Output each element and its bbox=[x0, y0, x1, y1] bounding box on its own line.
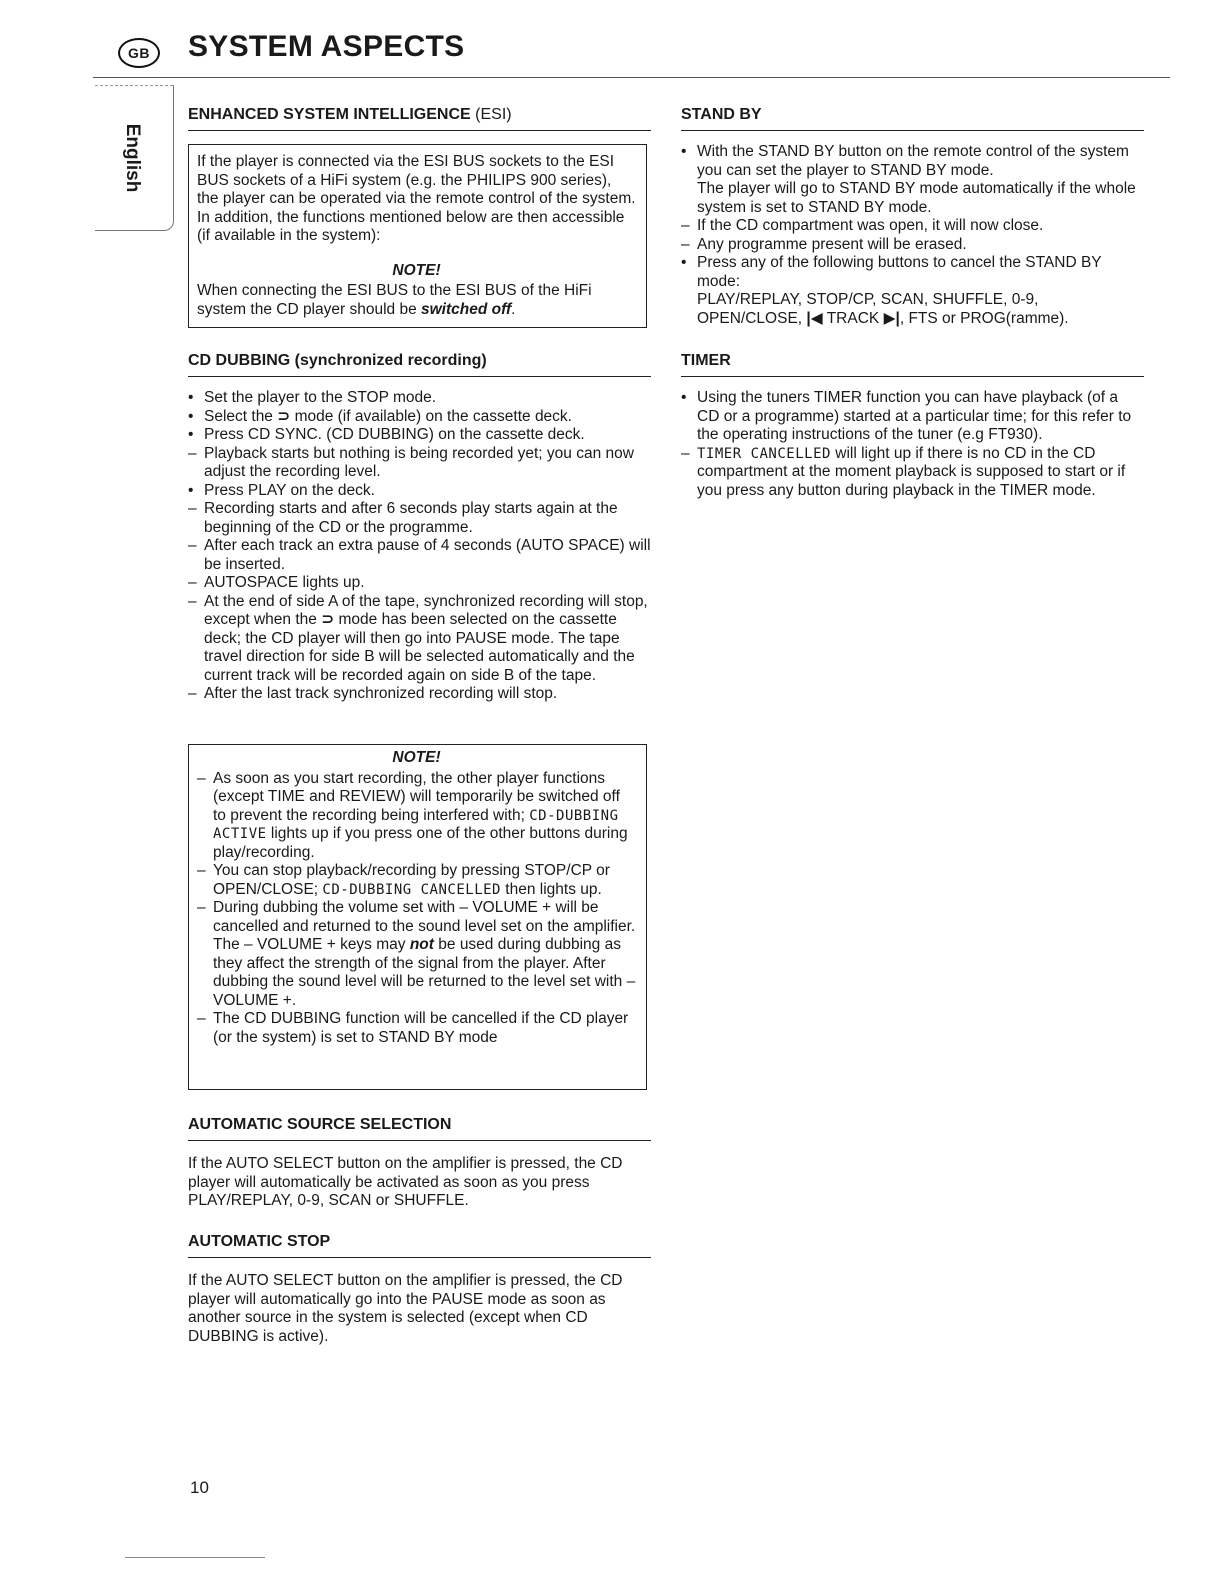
page-title: SYSTEM ASPECTS bbox=[188, 30, 465, 63]
auto-source-heading: AUTOMATIC SOURCE SELECTION bbox=[188, 1116, 651, 1141]
dubbing-note-title: NOTE! bbox=[392, 749, 441, 766]
dash-marker bbox=[188, 537, 197, 556]
auto-source-text: If the AUTO SELECT button on the amplifier is pressed, the CD player will automatically be activated as soon as you press PLAY/REPLAY, 0-9, SCAN or SHUFFLE. bbox=[188, 1155, 623, 1209]
dash-marker bbox=[681, 445, 690, 464]
list-item bbox=[681, 389, 1144, 445]
list-item-text: Playback starts but nothing is being recorded yet; you can now adjust the recording level. bbox=[204, 444, 634, 480]
list-item-text-after: will light up if there is no CD in the CD compartment at the moment playback is supposed to start or if you press any button during playback in the TIMER mode. bbox=[697, 444, 1126, 499]
note-text: During dubbing the volume set with – VOLUME + will be cancelled and returned to the sound level set on the amplifier. bbox=[213, 899, 636, 935]
note-text-b: The – VOLUME + keys may bbox=[213, 936, 406, 953]
list-item-text: Any programme present will be erased. bbox=[697, 235, 967, 253]
lcd-display-text: CD-DUBBING CANCELLED bbox=[322, 881, 501, 898]
bullet-marker bbox=[188, 408, 193, 427]
list-item-text-after: , FTS or PROG(ramme). bbox=[899, 309, 1069, 327]
esi-heading-main: ENHANCED SYSTEM INTELLIGENCE bbox=[188, 106, 471, 123]
esi-note-title: NOTE! bbox=[392, 261, 441, 279]
list-item-text: If the CD compartment was open, it will now close. bbox=[697, 217, 1044, 234]
list-item-text: Press any of the following buttons to cancel the STAND BY mode: bbox=[697, 254, 1102, 290]
list-item bbox=[681, 445, 1144, 501]
list-item-text-b: PLAY/REPLAY, STOP/CP, SCAN, SHUFFLE, 0-9, OPEN/CLOSE, bbox=[697, 291, 1039, 327]
list-item bbox=[681, 254, 1144, 328]
dash-marker bbox=[188, 500, 197, 519]
note-text-after: lights up if you press one of the other buttons during play/recording. bbox=[213, 825, 628, 861]
header-divider bbox=[93, 77, 1170, 78]
list-item bbox=[681, 217, 1144, 236]
esi-note-body: When connecting the ESI BUS to the ESI BUS of the HiFi system the CD player should be bbox=[197, 282, 592, 318]
bullet-marker bbox=[681, 143, 686, 162]
list-item-text: Using the tuners TIMER function you can have playback (of a CD or a programme) started at a particular time; for this refer to the operating instructions of the tuner (e.g FT930). bbox=[697, 389, 1132, 443]
dash-marker bbox=[681, 236, 690, 255]
note-text-after: then lights up. bbox=[505, 880, 602, 898]
esi-section bbox=[188, 106, 651, 131]
note-text: The CD DUBBING function will be cancelled if the CD player (or the system) is set to STAND BY mode bbox=[213, 1010, 629, 1046]
esi-note-text bbox=[197, 282, 636, 319]
esi-note-emphasis: switched off bbox=[421, 300, 512, 318]
list-item-text: After each track an extra pause of 4 seconds (AUTO SPACE) will be inserted. bbox=[204, 537, 651, 573]
dash-marker bbox=[188, 685, 197, 704]
list-item bbox=[188, 389, 651, 408]
list-item bbox=[188, 537, 651, 574]
dubbing-note-box bbox=[188, 744, 647, 1090]
standby-list bbox=[681, 143, 1144, 328]
page-number: 10 bbox=[190, 1478, 209, 1497]
track-label: TRACK bbox=[826, 309, 880, 327]
timer-list bbox=[681, 389, 1144, 500]
list-item bbox=[197, 770, 636, 863]
lcd-display-text: CD-DUBBING ACTIVE bbox=[213, 807, 619, 842]
list-item bbox=[197, 862, 636, 899]
dash-marker bbox=[197, 770, 206, 789]
list-item-text: With the STAND BY button on the remote control of the system you can set the player to STAND BY mode. bbox=[697, 143, 1129, 179]
dash-marker bbox=[681, 217, 690, 236]
esi-note-end: . bbox=[511, 300, 516, 318]
bullet-marker bbox=[188, 426, 193, 445]
list-item-text: Recording starts and after 6 seconds play starts again at the beginning of the CD or the programme. bbox=[204, 500, 618, 536]
note-text: You can stop playback/recording by pressing STOP/CP or OPEN/CLOSE; bbox=[213, 862, 610, 898]
language-badge-label: GB bbox=[128, 45, 150, 61]
timer-heading: TIMER bbox=[681, 352, 1144, 377]
bullet-marker bbox=[188, 389, 193, 408]
reverse-mode-icon: ⊃ bbox=[321, 611, 335, 628]
esi-intro-text: If the player is connected via the ESI BUS sockets to the ESI BUS sockets of a HiFi system (e.g. the PHILIPS 900 series), the player can be operated via the remote control of the system. In addition, the functions mentioned below are then accessible (if available in the system): bbox=[197, 153, 636, 244]
list-item bbox=[188, 445, 651, 482]
list-item-text-after: mode has been selected on the cassette deck; the CD player will then go into PAUSE mode. The tape travel direction for side B will be selected automatically and the current track will be recorded again on side B of the tape. bbox=[204, 611, 635, 684]
list-item bbox=[188, 408, 651, 427]
dash-marker bbox=[197, 899, 206, 918]
list-item-text: Set the player to the STOP mode. bbox=[204, 389, 437, 406]
note-text: As soon as you start recording, the other player functions (except TIME and REVIEW) will temporarily be switched off to prevent the recording being interfered with; bbox=[213, 769, 620, 824]
dubbing-heading: CD DUBBING (synchronized recording) bbox=[188, 352, 651, 377]
list-item-text-b: The player will go to STAND BY mode automatically if the whole system is set to STAND BY mode. bbox=[697, 180, 1136, 216]
auto-stop-section bbox=[188, 1233, 651, 1346]
list-item-text: At the end of side A of the tape, synchronized recording will stop, except when the bbox=[204, 592, 648, 628]
list-item bbox=[197, 899, 636, 1010]
list-item-text: AUTOSPACE lights up. bbox=[204, 574, 365, 591]
list-item-text: After the last track synchronized recording will stop. bbox=[204, 685, 558, 702]
footer-divider bbox=[125, 1557, 265, 1558]
auto-stop-text: If the AUTO SELECT button on the amplifier is pressed, the CD player will automatically go into the PAUSE mode as soon as another source in the system is selected (except when CD DUBBING is active). bbox=[188, 1272, 623, 1345]
esi-heading-suffix: (ESI) bbox=[475, 106, 512, 123]
bullet-marker bbox=[188, 482, 193, 501]
dash-marker bbox=[197, 862, 206, 881]
reverse-mode-icon: ⊃ bbox=[277, 407, 291, 425]
skip-next-icon: ▶| bbox=[883, 309, 900, 327]
list-item bbox=[197, 1010, 636, 1047]
dash-marker bbox=[188, 593, 197, 612]
list-item bbox=[681, 236, 1144, 255]
note-emphasis: not bbox=[409, 936, 434, 953]
list-item-text: Press CD SYNC. (CD DUBBING) on the cassette deck. bbox=[204, 426, 585, 443]
list-item-text: Select the bbox=[204, 407, 273, 425]
auto-stop-heading: AUTOMATIC STOP bbox=[188, 1233, 651, 1258]
list-item-text-after: mode (if available) on the cassette deck. bbox=[294, 407, 572, 425]
dubbing-steps-list bbox=[188, 389, 651, 704]
auto-source-section bbox=[188, 1116, 651, 1211]
lcd-display-text: TIMER CANCELLED bbox=[697, 445, 831, 462]
list-item-text: Press PLAY on the deck. bbox=[204, 481, 375, 499]
esi-info-box bbox=[188, 144, 647, 328]
skip-previous-icon: |◀ bbox=[806, 309, 823, 327]
list-item bbox=[188, 500, 651, 537]
language-side-tab-label: English bbox=[122, 123, 143, 193]
list-item bbox=[188, 482, 651, 501]
list-item bbox=[188, 593, 651, 686]
dubbing-section bbox=[188, 352, 651, 704]
timer-section bbox=[681, 352, 1144, 500]
list-item bbox=[188, 574, 651, 593]
bullet-marker bbox=[681, 389, 686, 408]
standby-heading: STAND BY bbox=[681, 106, 1144, 131]
standby-section bbox=[681, 106, 1144, 328]
dubbing-note-list bbox=[197, 770, 636, 1048]
language-badge bbox=[118, 38, 160, 68]
note-text-after: be used during dubbing as they affect the strength of the signal from the player. After dubbing the sound level will be returned to the level set with – VOLUME +. bbox=[213, 936, 636, 1009]
list-item bbox=[188, 685, 651, 704]
dash-marker bbox=[188, 445, 197, 464]
dash-marker bbox=[197, 1010, 206, 1029]
dash-marker bbox=[188, 574, 197, 593]
list-item bbox=[188, 426, 651, 445]
bullet-marker bbox=[681, 254, 686, 273]
esi-heading bbox=[188, 106, 651, 131]
list-item bbox=[681, 143, 1144, 217]
